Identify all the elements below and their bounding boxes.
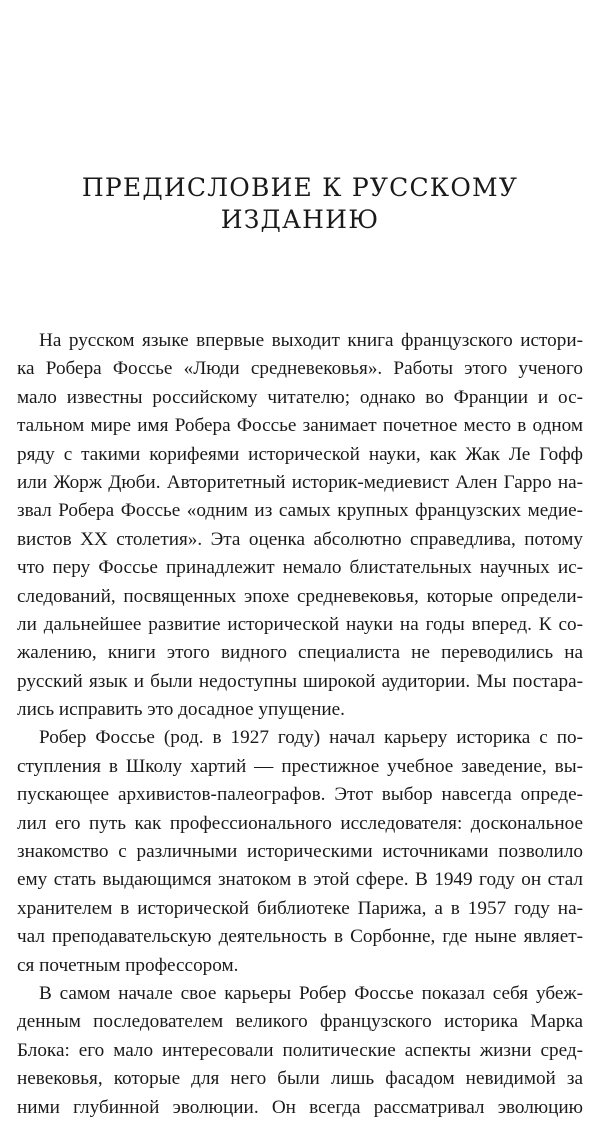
text-line: тальном мире имя Робера Фоссье занимает почетное место в одном [17, 415, 583, 437]
text-line: невековья, которые для него были лишь фасадом невидимой за [17, 1068, 583, 1090]
text-line: следований, посвященных эпохе средневековья, которые определи- [17, 585, 583, 607]
text-line: жалению, книги этого видного специалиста не переводились на [17, 642, 583, 664]
text-line: что перу Фоссье принадлежит немало блистательных научных ис- [17, 557, 583, 579]
paragraph-1 [17, 327, 583, 724]
text-line: денным последователем великого французского историка Марка [17, 1011, 583, 1033]
text-line: ступления в Школу хартий — престижное учебное заведение, вы- [17, 755, 583, 777]
text-line: знакомство с различными историческими источниками позволило [17, 841, 583, 863]
text-line: хранителем в исторической библиотеке Парижа, а в 1957 году на- [17, 897, 583, 919]
chapter-title: ПРЕДИСЛОВИЕ К РУССКОМУ ИЗДАНИЮ [81, 173, 519, 234]
body-text [17, 327, 583, 1122]
paragraph-2 [17, 724, 583, 980]
text-line: звал Робера Фоссье «одним из самых крупных французских медие- [17, 500, 583, 522]
text-line: пускающее архивистов-палеографов. Этот выбор навсегда опреде- [17, 784, 583, 806]
text-line: или Жорж Дюби. Авторитетный историк-медиевист Ален Гарро на- [17, 471, 583, 493]
text-line: В самом начале свое карьеры Робер Фоссье показал себя убеж- [39, 982, 583, 1004]
text-line: ся почетным профессором. [17, 954, 239, 976]
text-line: ряду с такими корифеями исторической науки, как Жак Ле Гофф [17, 443, 583, 465]
text-line: ка Робера Фоссье «Люди средневековья». Работы этого ученого [17, 358, 583, 380]
text-line: русский язык и были недоступны широкой аудитории. Мы постара- [17, 670, 583, 692]
text-line: чал преподавательскую деятельность в Сорбонне, где ныне являет- [17, 926, 583, 948]
text-line: ли дальнейшее развитие исторической науки на годы вперед. К со- [17, 613, 583, 635]
text-line: ему стать выдающимся знатоком в этой сфере. В 1949 году он стал [17, 869, 583, 891]
text-line: лись исправить это досадное упущение. [17, 699, 345, 721]
text-line: На русском языке впервые выходит книга французского истори- [39, 330, 583, 351]
text-line: Робер Фоссье (род. в 1927 году) начал карьеру историка с по- [39, 727, 583, 749]
text-line: Блока: его мало интересовали политические аспекты жизни сред- [17, 1039, 583, 1061]
paragraph-3 [17, 980, 583, 1122]
text-line: вистов XX столетия». Эта оценка абсолютно справедлива, потому [17, 528, 583, 550]
text-line: лил его путь как профессионального исследователя: доскональное [17, 812, 583, 834]
text-line: мало известны российскому читателю; однако во Франции и ос- [17, 386, 583, 408]
text-line: ними глубинной эволюции. Он всегда рассматривал эволюцию [17, 1096, 583, 1118]
